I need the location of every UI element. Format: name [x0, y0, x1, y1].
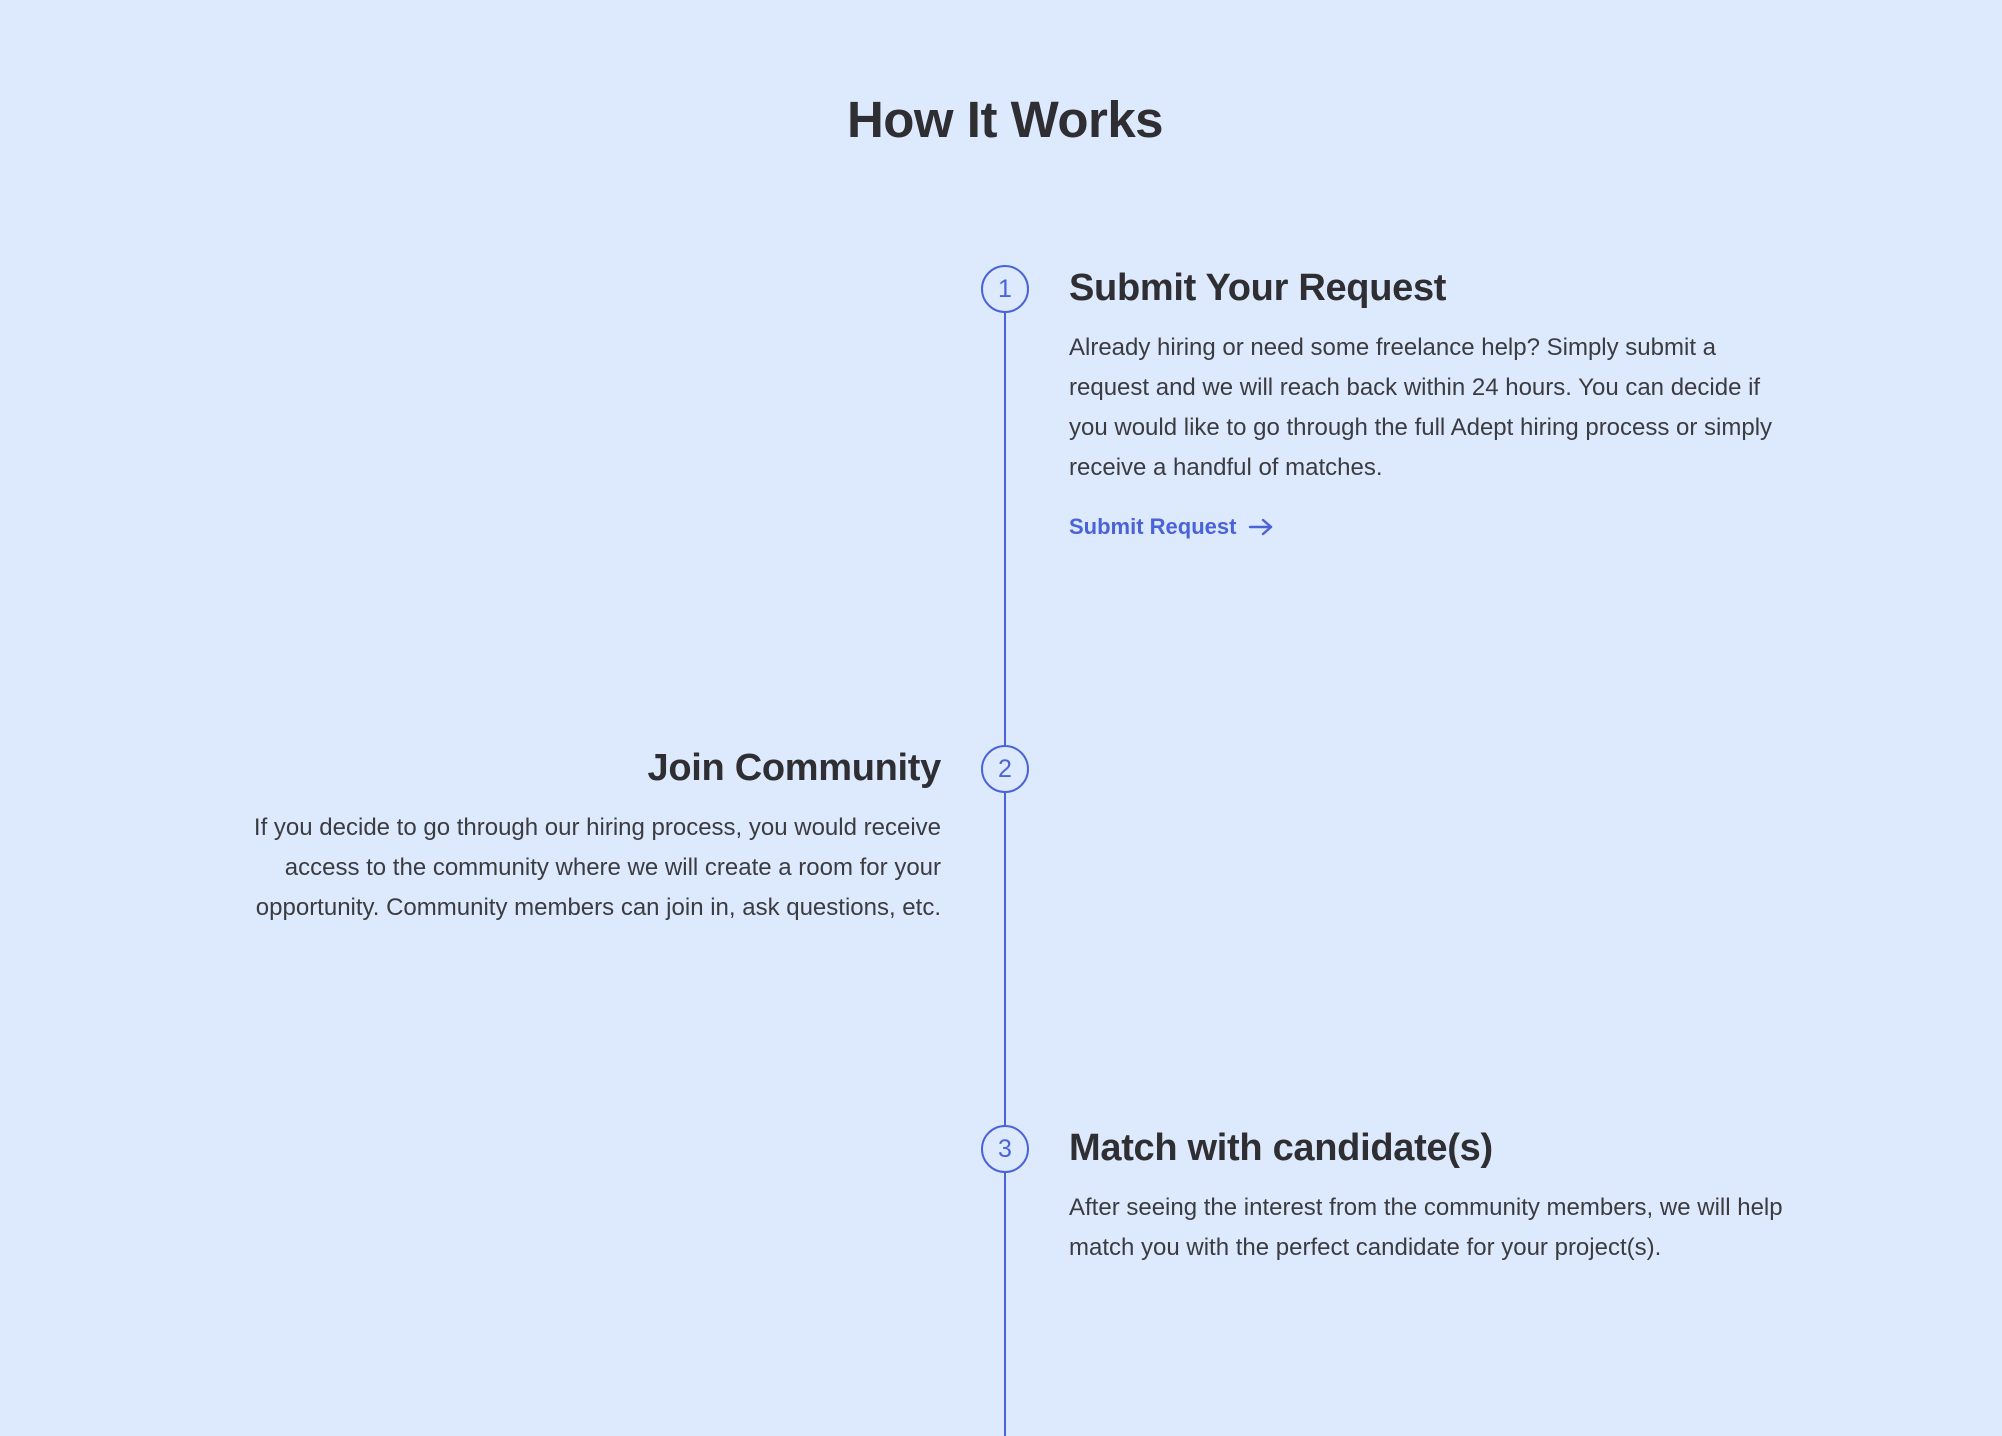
step-3-description: After seeing the interest from the community members, we will help match you with the perfect candidate for your project(s).: [1069, 1194, 1783, 1261]
step-1: [1069, 262, 1789, 540]
step-3: [1069, 1122, 1789, 1268]
step-1-title: Submit Your Request: [1069, 267, 1447, 309]
step-3-title: Match with candidate(s): [1069, 1127, 1493, 1169]
step-3-number: 3: [998, 1135, 1012, 1163]
step-1-description: Already hiring or need some freelance help? Simply submit a request and we will reach back within 24 hours. You can decide if you would like to go through the full Adept hiring process or simply receive a handful of matches.: [1069, 334, 1773, 481]
step-1-number: 1: [998, 275, 1012, 303]
step-2-number: 2: [998, 755, 1012, 783]
arrow-right-icon: [1248, 517, 1274, 537]
section-title: How It Works: [846, 91, 1164, 148]
submit-request-label: Submit Request: [1069, 514, 1237, 539]
step-2: [200, 742, 941, 928]
step-2-title: Join Community: [647, 747, 941, 789]
step-2-marker: [981, 745, 1029, 793]
step-1-marker: [981, 265, 1029, 313]
timeline-line: [1004, 288, 1006, 1436]
submit-request-link[interactable]: [1069, 514, 1274, 540]
step-3-marker: [981, 1125, 1029, 1173]
step-2-description: If you decide to go through our hiring process, you would receive access to the community where we will create a room for your opportunity. Community members can join in, ask questions, etc.: [253, 814, 941, 921]
